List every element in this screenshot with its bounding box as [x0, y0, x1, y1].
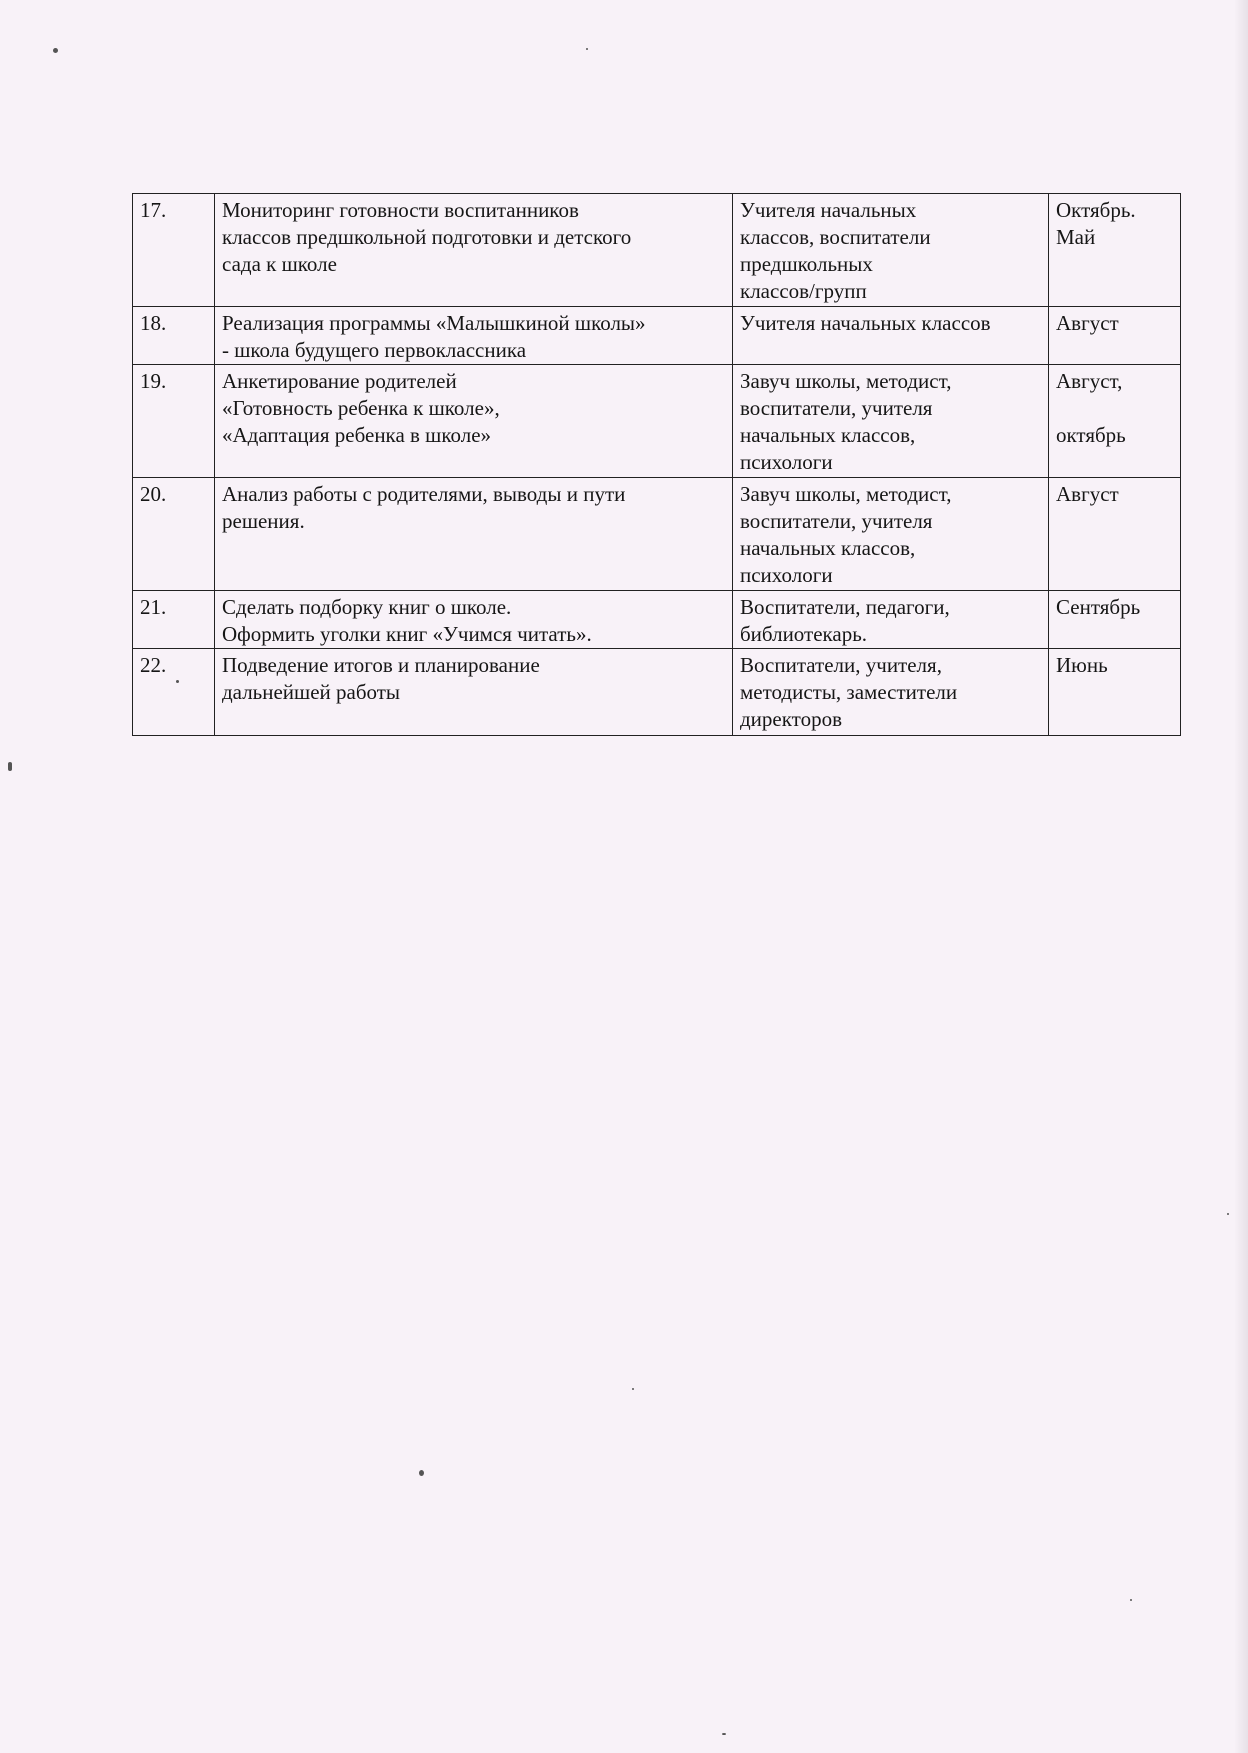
- scan-speck: [586, 48, 588, 50]
- table-row: [133, 478, 1181, 591]
- activity-line: Сделать подборку книг о школе.: [222, 595, 512, 619]
- activity-line: сада к школе: [222, 252, 337, 276]
- responsible-line: Завуч школы, методист,: [740, 482, 952, 506]
- date-cell: [1049, 591, 1181, 649]
- responsible-line: воспитатели, учителя: [740, 396, 933, 420]
- date-cell: [1049, 649, 1181, 736]
- table-row: [133, 194, 1181, 307]
- activity-line: «Готовность ребенка к школе»,: [222, 396, 500, 420]
- scan-speck: [53, 48, 58, 53]
- date-line: Октябрь.: [1056, 198, 1136, 222]
- responsible-line: методисты, заместители: [740, 680, 958, 704]
- responsible-line: Учителя начальных классов: [740, 311, 991, 335]
- scan-speck: [722, 1733, 726, 1735]
- row-number: 21.: [133, 591, 215, 649]
- date-line: Сентябрь: [1056, 595, 1141, 619]
- activity-line: классов предшкольной подготовки и детского: [222, 225, 632, 249]
- date-cell: [1049, 365, 1181, 478]
- scan-speck: [1130, 1599, 1132, 1601]
- date-cell: [1049, 478, 1181, 591]
- responsible-line: Воспитатели, учителя,: [740, 653, 942, 677]
- responsible-line: Завуч школы, методист,: [740, 369, 952, 393]
- date-line: Июнь: [1056, 653, 1108, 677]
- scan-edge-shadow: [1234, 0, 1248, 1753]
- activity-line: дальнейшей работы: [222, 680, 401, 704]
- responsible-line: директоров: [740, 707, 842, 731]
- responsible-cell: [733, 591, 1049, 649]
- date-gap: [1056, 395, 1173, 422]
- activity-cell: [215, 478, 733, 591]
- responsible-cell: [733, 649, 1049, 736]
- scan-speck: [419, 1470, 424, 1476]
- scan-speck: [632, 1388, 634, 1390]
- responsible-line: Учителя начальных: [740, 198, 917, 222]
- table-row: [133, 591, 1181, 649]
- responsible-line: начальных классов,: [740, 536, 916, 560]
- activity-line: Реализация программы «Малышкиной школы»: [222, 311, 646, 335]
- responsible-line: начальных классов,: [740, 423, 916, 447]
- activity-line: Анализ работы с родителями, выводы и пути: [222, 482, 626, 506]
- responsible-line: классов/групп: [740, 279, 867, 303]
- plan-table: [132, 193, 1181, 736]
- activity-cell: [215, 307, 733, 365]
- responsible-cell: [733, 307, 1049, 365]
- activity-cell: [215, 591, 733, 649]
- activity-line: Анкетирование родителей: [222, 369, 457, 393]
- scan-speck: [1227, 1213, 1229, 1215]
- responsible-line: психологи: [740, 450, 833, 474]
- responsible-line: предшкольных: [740, 252, 873, 276]
- responsible-line: психологи: [740, 563, 833, 587]
- scan-speck: [8, 762, 12, 771]
- activity-line: «Адаптация ребенка в школе»: [222, 423, 492, 447]
- responsible-line: библиотекарь.: [740, 622, 868, 646]
- date-line: Август: [1056, 311, 1119, 335]
- responsible-line: классов, воспитатели: [740, 225, 931, 249]
- table-row: [133, 649, 1181, 736]
- activity-cell: [215, 649, 733, 736]
- responsible-line: воспитатели, учителя: [740, 509, 933, 533]
- date-line: Август,: [1056, 369, 1123, 393]
- activity-line: решения.: [222, 509, 305, 533]
- activity-line: Подведение итогов и планирование: [222, 653, 540, 677]
- date-cell: [1049, 307, 1181, 365]
- activity-line: Оформить уголки книг «Учимся читать».: [222, 622, 592, 646]
- row-number: 22.: [133, 649, 215, 736]
- row-number: 18.: [133, 307, 215, 365]
- date-line: Май: [1056, 225, 1096, 249]
- responsible-cell: [733, 478, 1049, 591]
- responsible-cell: [733, 365, 1049, 478]
- activity-cell: [215, 194, 733, 307]
- date-line: Август: [1056, 482, 1119, 506]
- activity-line: - школа будущего первоклассника: [222, 338, 527, 362]
- responsible-cell: [733, 194, 1049, 307]
- activity-line: Мониторинг готовности воспитанников: [222, 198, 579, 222]
- table-row: [133, 307, 1181, 365]
- table-row: [133, 365, 1181, 478]
- row-number: 17.: [133, 194, 215, 307]
- row-number: 20.: [133, 478, 215, 591]
- row-number: 19.: [133, 365, 215, 478]
- date-cell: [1049, 194, 1181, 307]
- responsible-line: Воспитатели, педагоги,: [740, 595, 950, 619]
- date-line: октябрь: [1056, 423, 1126, 447]
- activity-cell: [215, 365, 733, 478]
